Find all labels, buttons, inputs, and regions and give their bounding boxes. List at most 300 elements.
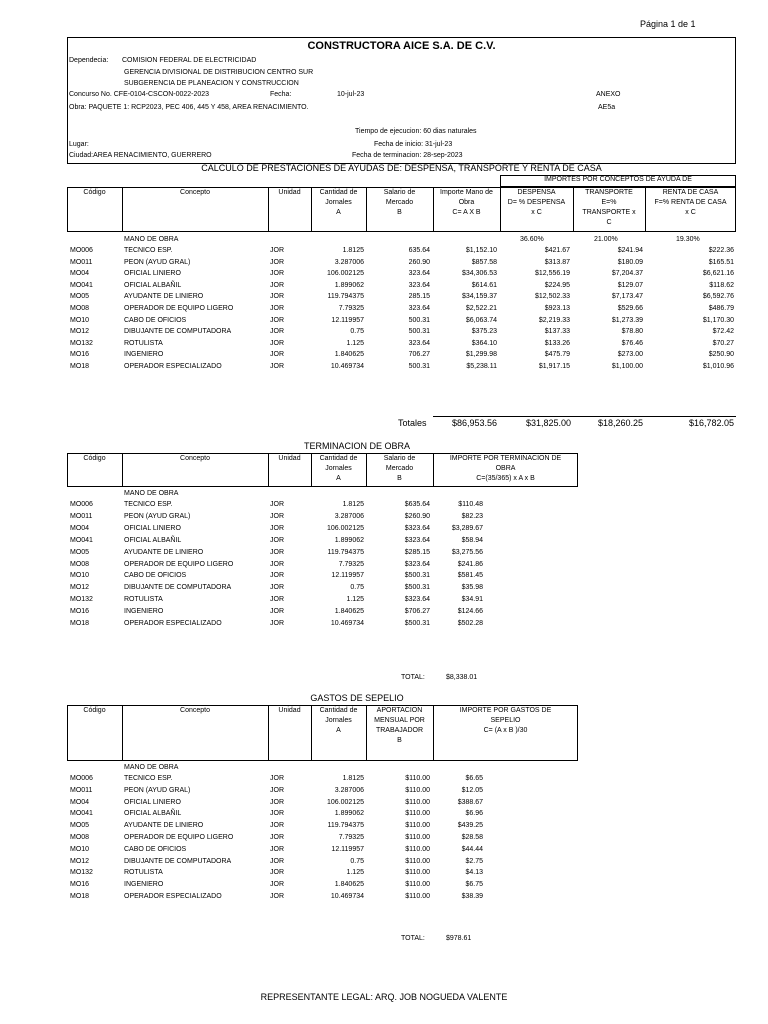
section1-group-header: IMPORTES POR CONCEPTOS DE AYUDA DE bbox=[544, 176, 692, 183]
col-concepto: Concepto bbox=[180, 707, 210, 714]
cell-concepto: OFICIAL LINIERO bbox=[124, 798, 181, 806]
fecha-inicio: Fecha de inicio: 31-jul-23 bbox=[374, 141, 453, 148]
cell-codigo: MO16 bbox=[70, 881, 90, 889]
cell-salario: $500.31 bbox=[404, 620, 430, 627]
cell-salario: $110.00 bbox=[405, 869, 430, 877]
cell-transporte: $529.66 bbox=[617, 305, 643, 312]
cell-salario: $323.64 bbox=[404, 596, 430, 604]
cell-despensa: $421.67 bbox=[544, 247, 570, 254]
col-unidad: Unidad bbox=[278, 189, 301, 196]
group-label: MANO DE OBRA bbox=[124, 236, 179, 243]
cell-codigo: MO08 bbox=[70, 834, 90, 841]
cell-salario: $635.64 bbox=[404, 501, 430, 508]
cell-unidad: JOR bbox=[270, 293, 284, 301]
cell-importe-terminacion: $82.23 bbox=[461, 512, 483, 520]
cell-codigo: MO18 bbox=[70, 620, 90, 627]
cell-renta: $6,621.16 bbox=[702, 270, 734, 278]
cell-salario: $323.64 bbox=[404, 560, 430, 568]
cell-renta: $250.90 bbox=[708, 351, 734, 359]
cell-cantidad: 7.79325 bbox=[338, 834, 364, 841]
cell-codigo: MO18 bbox=[70, 363, 90, 370]
cell-salario: 323.64 bbox=[408, 305, 430, 312]
cell-cantidad: 106.002125 bbox=[327, 524, 364, 532]
section1-title: CALCULO DE PRESTACIONES DE AYUDAS DE: DESPENSA, TRANSPORTE Y RENTA DE CASA bbox=[201, 163, 602, 173]
cell-concepto: INGENIERO bbox=[124, 351, 164, 359]
table-row bbox=[0, 797, 768, 808]
cell-unidad: JOR bbox=[270, 775, 284, 782]
cell-despensa: $2,219.33 bbox=[538, 316, 570, 324]
cell-salario: 285.15 bbox=[408, 293, 430, 301]
col-concepto: Concepto bbox=[180, 189, 210, 196]
cell-salario: 500.31 bbox=[408, 316, 430, 324]
cell-unidad: JOR bbox=[270, 893, 284, 900]
col-salario: Salario de Mercado B bbox=[383, 189, 416, 216]
cell-concepto: ROTULISTA bbox=[124, 869, 163, 877]
concurso-number: Concurso No. CFE-0104-CSCON-0022-2023 bbox=[69, 91, 210, 98]
section2-title: TERMINACION DE OBRA bbox=[303, 441, 410, 451]
cell-renta: $6,592.76 bbox=[702, 293, 734, 301]
cell-salario: $260.90 bbox=[404, 512, 430, 520]
cell-transporte: $241.94 bbox=[617, 247, 643, 254]
cell-importe-sepelio: $44.44 bbox=[461, 845, 483, 853]
section3-title: GASTOS DE SEPELIO bbox=[310, 693, 404, 703]
section2-total: $8,338.01 bbox=[446, 674, 478, 681]
table-row bbox=[0, 291, 768, 302]
cell-unidad: JOR bbox=[270, 822, 284, 830]
table-row bbox=[0, 511, 768, 522]
cell-despensa: $12,502.33 bbox=[534, 293, 570, 301]
cell-renta: $72.42 bbox=[712, 328, 734, 336]
cell-salario: 323.64 bbox=[408, 270, 430, 278]
cell-cantidad: 119.794375 bbox=[327, 822, 364, 830]
col-aportacion: APORTACION MENSUAL POR TRABAJADOR B bbox=[374, 707, 425, 744]
pct-renta: 19.30% bbox=[676, 236, 700, 243]
cell-cantidad: 10.469734 bbox=[330, 620, 364, 627]
cell-cantidad: 7.79325 bbox=[338, 305, 364, 312]
cell-codigo: MO05 bbox=[70, 293, 90, 301]
section3-total-label: TOTAL: bbox=[401, 935, 425, 942]
cell-concepto: INGENIERO bbox=[124, 881, 164, 889]
cell-transporte: $180.09 bbox=[617, 258, 643, 266]
total-importe: $86,953.56 bbox=[451, 418, 497, 428]
cell-concepto: CABO DE OFICIOS bbox=[124, 572, 187, 580]
cell-salario: $323.64 bbox=[404, 536, 430, 544]
col-renta: RENTA DE CASA F=% RENTA DE CASA x C bbox=[654, 189, 727, 216]
cell-unidad: JOR bbox=[270, 328, 284, 336]
cell-salario: $285.15 bbox=[404, 548, 430, 556]
cell-despensa: $137.33 bbox=[544, 328, 570, 336]
cell-unidad: JOR bbox=[270, 857, 284, 865]
cell-importe: $2,522.21 bbox=[465, 305, 497, 312]
table-row bbox=[0, 245, 768, 256]
table-row bbox=[0, 303, 768, 314]
table-row bbox=[0, 257, 768, 268]
col-unidad: Unidad bbox=[278, 707, 301, 714]
cell-transporte: $7,173.47 bbox=[611, 293, 643, 301]
cell-salario: $110.00 bbox=[405, 810, 430, 818]
table-row bbox=[0, 606, 768, 617]
cell-cantidad: 0.75 bbox=[350, 328, 364, 336]
cell-unidad: JOR bbox=[270, 305, 284, 312]
cell-salario: 635.64 bbox=[408, 247, 430, 254]
cell-importe-sepelio: $439.25 bbox=[457, 822, 483, 830]
cell-unidad: JOR bbox=[270, 845, 284, 853]
cell-cantidad: 10.469734 bbox=[330, 363, 364, 370]
cell-importe-terminacion: $581.45 bbox=[457, 572, 483, 580]
cell-concepto: PEON (AYUD GRAL) bbox=[124, 512, 191, 520]
cell-concepto: OFICIAL ALBAÑIL bbox=[124, 281, 182, 289]
cell-unidad: JOR bbox=[270, 258, 284, 266]
cell-transporte: $7,204.37 bbox=[611, 270, 643, 278]
cell-importe: $5,238.11 bbox=[466, 363, 497, 370]
cell-despensa: $1,917.15 bbox=[538, 363, 570, 370]
cell-concepto: OPERADOR ESPECIALIZADO bbox=[124, 363, 222, 370]
cell-importe: $857.58 bbox=[471, 258, 497, 266]
col-importe-terminacion: IMPORTE POR TERMINACION DE OBRA C=(35/365) x A x B bbox=[449, 455, 562, 482]
table-row bbox=[0, 618, 768, 629]
cell-despensa: $313.87 bbox=[544, 258, 570, 266]
col-codigo: Código bbox=[83, 707, 106, 714]
cell-cantidad: 12.119957 bbox=[331, 572, 364, 580]
cell-importe: $34,306.53 bbox=[461, 270, 497, 278]
cell-renta: $1,170.30 bbox=[702, 316, 734, 324]
table-row bbox=[0, 582, 768, 593]
cell-salario: 260.90 bbox=[408, 258, 430, 266]
group-label: MANO DE OBRA bbox=[124, 764, 179, 771]
cell-unidad: JOR bbox=[270, 536, 284, 544]
table-row bbox=[0, 523, 768, 534]
cell-codigo: MO132 bbox=[70, 596, 93, 604]
cell-unidad: JOR bbox=[270, 572, 284, 580]
cell-salario: $110.00 bbox=[405, 834, 430, 841]
subgerencia-line: SUBGERENCIA DE PLANEACION Y CONSTRUCCION bbox=[124, 80, 299, 87]
totals-label: Totales bbox=[398, 418, 427, 428]
cell-concepto: PEON (AYUD GRAL) bbox=[124, 786, 191, 794]
cell-unidad: JOR bbox=[270, 281, 284, 289]
cell-concepto: PEON (AYUD GRAL) bbox=[124, 258, 191, 266]
cell-unidad: JOR bbox=[270, 869, 284, 877]
cell-concepto: DIBUJANTE DE COMPUTADORA bbox=[124, 857, 232, 865]
cell-codigo: MO132 bbox=[70, 339, 93, 347]
total-renta: $16,782.05 bbox=[688, 418, 734, 428]
cell-cantidad: 1.8125 bbox=[342, 247, 364, 254]
cell-importe: $1,299.98 bbox=[465, 351, 497, 359]
cell-unidad: JOR bbox=[270, 596, 284, 604]
cell-transporte: $78.80 bbox=[621, 328, 643, 336]
cell-transporte: $1,273.39 bbox=[611, 316, 643, 324]
cell-cantidad: 1.125 bbox=[346, 869, 364, 877]
pct-despensa: 36.60% bbox=[520, 236, 544, 243]
cell-unidad: JOR bbox=[270, 512, 284, 520]
cell-concepto: ROTULISTA bbox=[124, 596, 163, 604]
cell-codigo: MO04 bbox=[70, 524, 90, 532]
section1-group-row bbox=[0, 234, 768, 245]
cell-codigo: MO05 bbox=[70, 822, 90, 830]
cell-codigo: MO12 bbox=[70, 584, 90, 592]
cell-salario: 323.64 bbox=[408, 339, 430, 347]
fecha-label: Fecha: bbox=[270, 91, 292, 98]
cell-cantidad: 12.119957 bbox=[331, 845, 364, 853]
cell-cantidad: 106.002125 bbox=[327, 798, 364, 806]
cell-importe-sepelio: $28.58 bbox=[461, 834, 483, 841]
cell-unidad: JOR bbox=[270, 351, 284, 359]
cell-concepto: DIBUJANTE DE COMPUTADORA bbox=[124, 584, 232, 592]
cell-unidad: JOR bbox=[270, 786, 284, 794]
cell-unidad: JOR bbox=[270, 560, 284, 568]
cell-salario: $110.00 bbox=[405, 893, 430, 900]
total-transporte: $18,260.25 bbox=[597, 418, 643, 428]
table-row bbox=[0, 879, 768, 890]
table-row bbox=[0, 570, 768, 581]
cell-concepto: TECNICO ESP. bbox=[124, 501, 173, 508]
cell-cantidad: 3.287006 bbox=[334, 786, 364, 794]
cell-concepto: OPERADOR DE EQUIPO LIGERO bbox=[124, 560, 234, 568]
cell-cantidad: 119.794375 bbox=[327, 293, 364, 301]
ciudad-value: Ciudad:AREA RENACIMIENTO, GUERRERO bbox=[69, 152, 212, 159]
cell-codigo: MO04 bbox=[70, 798, 90, 806]
cell-salario: 706.27 bbox=[408, 351, 430, 359]
cell-concepto: CABO DE OFICIOS bbox=[124, 316, 187, 324]
cell-cantidad: 0.75 bbox=[350, 584, 364, 592]
col-codigo: Código bbox=[83, 189, 106, 196]
total-despensa: $31,825.00 bbox=[525, 418, 571, 428]
page-number: Página 1 de 1 bbox=[640, 19, 696, 29]
cell-codigo: MO041 bbox=[70, 536, 93, 544]
cell-importe-terminacion: $34.91 bbox=[461, 596, 483, 604]
cell-importe: $6,063.74 bbox=[465, 316, 497, 324]
col-despensa: DESPENSA D= % DESPENSA x C bbox=[507, 189, 566, 216]
cell-unidad: JOR bbox=[270, 620, 284, 627]
table-row bbox=[0, 867, 768, 878]
table-row bbox=[0, 891, 768, 902]
section3-group-row bbox=[0, 762, 768, 773]
table-row bbox=[0, 326, 768, 337]
col-importe: Importe Mano de Obra C= A X B bbox=[440, 189, 493, 216]
cell-importe: $614.61 bbox=[471, 281, 497, 289]
fecha-terminacion: Fecha de terminacion: 28-sep-2023 bbox=[352, 152, 463, 159]
col-codigo: Código bbox=[83, 455, 106, 462]
cell-concepto: OPERADOR DE EQUIPO LIGERO bbox=[124, 305, 234, 312]
group-label: MANO DE OBRA bbox=[124, 490, 179, 497]
cell-importe-terminacion: $124.66 bbox=[457, 608, 483, 616]
cell-renta: $222.36 bbox=[708, 247, 734, 254]
cell-cantidad: 1.899062 bbox=[334, 810, 364, 818]
cell-cantidad: 10.469734 bbox=[330, 893, 364, 900]
cell-concepto: TECNICO ESP. bbox=[124, 247, 173, 254]
cell-cantidad: 1.125 bbox=[346, 339, 364, 347]
cell-codigo: MO10 bbox=[70, 845, 90, 853]
lugar-label: Lugar: bbox=[69, 141, 89, 148]
cell-unidad: JOR bbox=[270, 834, 284, 841]
cell-transporte: $76.46 bbox=[621, 339, 643, 347]
cell-cantidad: 1.8125 bbox=[342, 775, 364, 782]
cell-codigo: MO12 bbox=[70, 328, 90, 336]
cell-importe-terminacion: $3,289.67 bbox=[451, 524, 483, 532]
cell-unidad: JOR bbox=[270, 524, 284, 532]
cell-cantidad: 1.840625 bbox=[334, 608, 364, 616]
obra-description: Obra: PAQUETE 1: RCP2023, PEC 406, 445 Y 458, AREA RENACIMIENTO. bbox=[69, 104, 309, 111]
col-cantidad: Cantidad de Jornales A bbox=[319, 707, 358, 734]
cell-codigo: MO05 bbox=[70, 548, 90, 556]
cell-concepto: DIBUJANTE DE COMPUTADORA bbox=[124, 328, 232, 336]
cell-codigo: MO006 bbox=[70, 247, 93, 254]
col-concepto: Concepto bbox=[180, 455, 210, 462]
cell-renta: $70.27 bbox=[712, 339, 734, 347]
cell-importe-terminacion: $58.94 bbox=[461, 536, 483, 544]
cell-importe: $34,159.37 bbox=[461, 293, 497, 301]
table-row bbox=[0, 773, 768, 784]
cell-unidad: JOR bbox=[270, 247, 284, 254]
cell-codigo: MO10 bbox=[70, 572, 90, 580]
pct-transporte: 21.00% bbox=[594, 236, 618, 243]
section3-total: $978.61 bbox=[446, 935, 472, 942]
cell-importe-terminacion: $35.98 bbox=[461, 584, 483, 592]
cell-despensa: $475.79 bbox=[544, 351, 570, 359]
table-row bbox=[0, 594, 768, 605]
table-row bbox=[0, 808, 768, 819]
cell-salario: 500.31 bbox=[408, 328, 430, 336]
cell-codigo: MO011 bbox=[70, 786, 93, 794]
cell-importe-terminacion: $110.48 bbox=[458, 501, 483, 508]
col-cantidad: Cantidad de Jornales A bbox=[319, 455, 358, 482]
cell-importe-terminacion: $3,275.56 bbox=[451, 548, 483, 556]
col-salario: Salario de Mercado B bbox=[383, 455, 416, 482]
cell-cantidad: 106.002125 bbox=[327, 270, 364, 278]
table-row bbox=[0, 820, 768, 831]
table-row bbox=[0, 856, 768, 867]
cell-cantidad: 119.794375 bbox=[327, 548, 364, 556]
cell-salario: $323.64 bbox=[404, 524, 430, 532]
cell-concepto: OFICIAL LINIERO bbox=[124, 524, 181, 532]
cell-codigo: MO011 bbox=[70, 258, 93, 266]
cell-unidad: JOR bbox=[270, 798, 284, 806]
cell-codigo: MO10 bbox=[70, 316, 90, 324]
col-unidad: Unidad bbox=[278, 455, 301, 462]
cell-concepto: AYUDANTE DE LINIERO bbox=[124, 822, 204, 830]
cell-cantidad: 1.125 bbox=[346, 596, 364, 604]
cell-cantidad: 1.8125 bbox=[342, 501, 364, 508]
cell-renta: $486.79 bbox=[708, 305, 734, 312]
section2-total-label: TOTAL: bbox=[401, 674, 425, 681]
cell-codigo: MO011 bbox=[70, 512, 93, 520]
cell-codigo: MO006 bbox=[70, 501, 93, 508]
cell-codigo: MO041 bbox=[70, 281, 93, 289]
cell-unidad: JOR bbox=[270, 548, 284, 556]
cell-salario: $500.31 bbox=[404, 572, 430, 580]
cell-concepto: AYUDANTE DE LINIERO bbox=[124, 293, 204, 301]
cell-concepto: OPERADOR ESPECIALIZADO bbox=[124, 893, 222, 900]
cell-cantidad: 3.287006 bbox=[334, 512, 364, 520]
cell-salario: 500.31 bbox=[408, 363, 430, 370]
cell-salario: $110.00 bbox=[405, 881, 430, 889]
fecha-value: 10-jul-23 bbox=[337, 91, 365, 98]
cell-codigo: MO132 bbox=[70, 869, 93, 877]
cell-salario: $706.27 bbox=[404, 608, 430, 616]
cell-despensa: $133.26 bbox=[544, 339, 570, 347]
cell-cantidad: 1.899062 bbox=[334, 281, 364, 289]
cell-cantidad: 7.79325 bbox=[338, 560, 364, 568]
cell-concepto: OPERADOR ESPECIALIZADO bbox=[124, 620, 222, 627]
table-row bbox=[0, 280, 768, 291]
cell-codigo: MO12 bbox=[70, 857, 90, 865]
legal-representative: REPRESENTANTE LEGAL: ARQ. JOB NOGUEDA VALENTE bbox=[260, 992, 508, 1002]
cell-transporte: $129.07 bbox=[617, 281, 643, 289]
cell-concepto: OFICIAL ALBAÑIL bbox=[124, 810, 182, 818]
cell-codigo: MO006 bbox=[70, 775, 93, 782]
table-row bbox=[0, 559, 768, 570]
cell-concepto: ROTULISTA bbox=[124, 339, 163, 347]
cell-concepto: AYUDANTE DE LINIERO bbox=[124, 548, 204, 556]
totals-line bbox=[433, 416, 736, 417]
cell-unidad: JOR bbox=[270, 608, 284, 616]
cell-salario: $500.31 bbox=[404, 584, 430, 592]
cell-concepto: TECNICO ESP. bbox=[124, 775, 173, 782]
cell-importe-terminacion: $502.28 bbox=[457, 620, 483, 627]
section2-group-row bbox=[0, 488, 768, 499]
cell-unidad: JOR bbox=[270, 316, 284, 324]
col-importe-sepelio: IMPORTE POR GASTOS DE SEPELIO C= (A x B )/30 bbox=[459, 707, 552, 734]
anexo-value: AE5a bbox=[598, 104, 616, 111]
cell-importe-sepelio: $38.39 bbox=[461, 893, 483, 900]
cell-unidad: JOR bbox=[270, 501, 284, 508]
cell-cantidad: 1.899062 bbox=[334, 536, 364, 544]
cell-salario: $110.00 bbox=[405, 845, 430, 853]
cell-importe-sepelio: $6.96 bbox=[465, 810, 483, 818]
cell-despensa: $12,556.19 bbox=[534, 270, 570, 278]
cell-renta: $165.51 bbox=[708, 258, 734, 266]
cell-unidad: JOR bbox=[270, 881, 284, 889]
cell-importe-sepelio: $6.65 bbox=[465, 775, 483, 782]
cell-codigo: MO16 bbox=[70, 351, 90, 359]
cell-importe-sepelio: $4.13 bbox=[465, 869, 483, 877]
cell-cantidad: 12.119957 bbox=[331, 316, 364, 324]
cell-salario: $110.00 bbox=[405, 857, 430, 865]
col-transporte: TRANSPORTE E=% TRANSPORTE x C bbox=[582, 189, 636, 226]
cell-importe-terminacion: $241.86 bbox=[457, 560, 483, 568]
cell-codigo: MO16 bbox=[70, 608, 90, 616]
table-row bbox=[0, 338, 768, 349]
cell-concepto: INGENIERO bbox=[124, 608, 164, 616]
cell-importe-sepelio: $2.75 bbox=[465, 857, 483, 865]
table-row bbox=[0, 547, 768, 558]
table-row bbox=[0, 499, 768, 510]
cell-despensa: $224.95 bbox=[544, 281, 570, 289]
anexo-label: ANEXO bbox=[596, 91, 621, 98]
cell-cantidad: 3.287006 bbox=[334, 258, 364, 266]
cell-concepto: OPERADOR DE EQUIPO LIGERO bbox=[124, 834, 234, 841]
table-row bbox=[0, 349, 768, 360]
cell-salario: $110.00 bbox=[405, 786, 430, 794]
cell-codigo: MO08 bbox=[70, 305, 90, 312]
col-cantidad: Cantidad de Jornales A bbox=[319, 189, 358, 216]
cell-importe: $1,152.10 bbox=[465, 247, 497, 254]
cell-renta: $1,010.96 bbox=[702, 363, 734, 370]
table-row bbox=[0, 844, 768, 855]
cell-importe: $375.23 bbox=[471, 328, 497, 336]
cell-unidad: JOR bbox=[270, 584, 284, 592]
cell-importe: $364.10 bbox=[471, 339, 497, 347]
cell-codigo: MO08 bbox=[70, 560, 90, 568]
cell-concepto: OFICIAL ALBAÑIL bbox=[124, 536, 182, 544]
company-name: CONSTRUCTORA AICE S.A. DE C.V. bbox=[307, 40, 496, 52]
cell-transporte: $1,100.00 bbox=[611, 363, 643, 370]
table-row bbox=[0, 832, 768, 843]
cell-cantidad: 1.840625 bbox=[334, 881, 364, 889]
dependencia-label: Dependecia: bbox=[69, 57, 109, 64]
cell-concepto: OFICIAL LINIERO bbox=[124, 270, 181, 278]
cell-importe-sepelio: $6.75 bbox=[465, 881, 483, 889]
gerencia-line: GERENCIA DIVISIONAL DE DISTRIBUCION CENTRO SUR bbox=[124, 69, 314, 76]
